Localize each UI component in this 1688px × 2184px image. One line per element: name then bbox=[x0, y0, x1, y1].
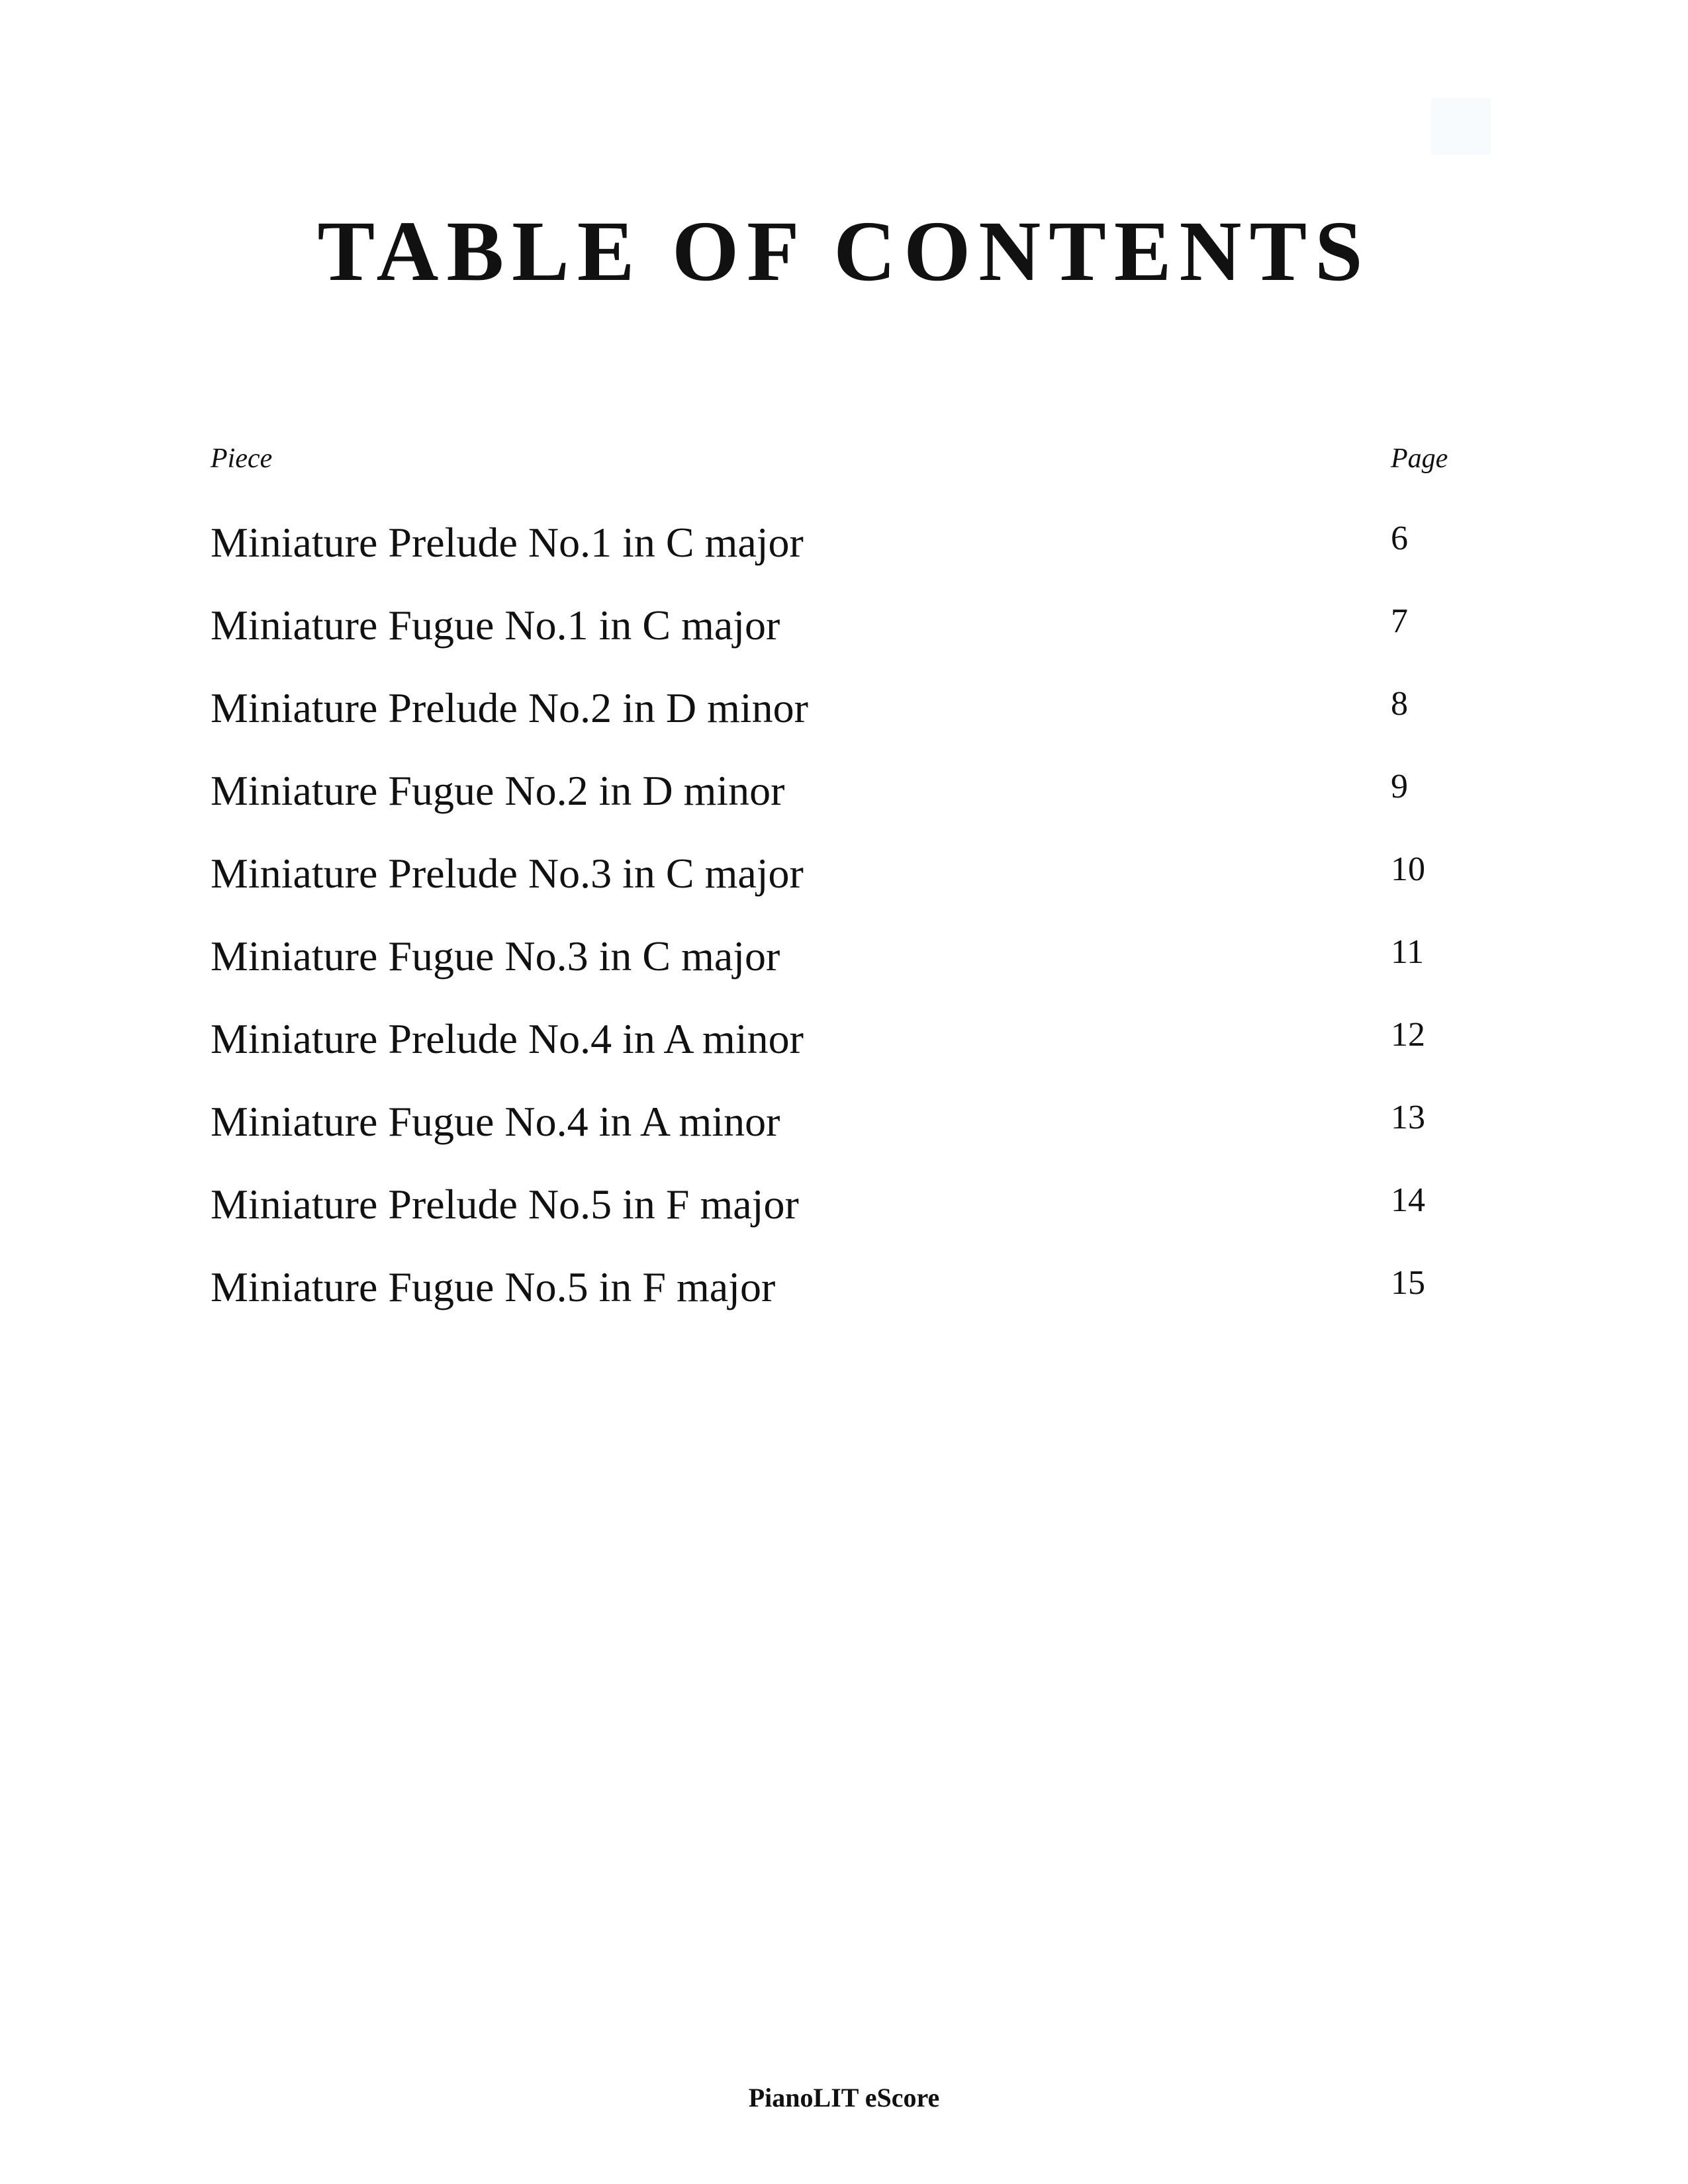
toc-entry[interactable] bbox=[211, 933, 1481, 1016]
toc-entry-page: 12 bbox=[1391, 1016, 1425, 1054]
toc-entry-piece: Miniature Prelude No.2 in D minor bbox=[211, 684, 808, 731]
toc-entry-piece: Miniature Prelude No.3 in C major bbox=[211, 850, 804, 897]
toc-entry-page: 11 bbox=[1391, 933, 1425, 971]
toc-entry-page: 10 bbox=[1391, 850, 1425, 888]
toc-entry-piece: Miniature Prelude No.5 in F major bbox=[211, 1181, 799, 1228]
page-column-header: Page bbox=[1391, 443, 1448, 474]
toc-entry-page: 9 bbox=[1391, 768, 1408, 805]
toc-entry[interactable] bbox=[211, 1016, 1481, 1099]
page-title: TABLE OF CONTENTS bbox=[317, 204, 1371, 299]
toc-entry[interactable] bbox=[211, 602, 1481, 685]
toc-entry-page: 7 bbox=[1391, 602, 1408, 640]
footer-text: PianoLIT eScore bbox=[748, 2083, 940, 2113]
toc-entry[interactable] bbox=[211, 1264, 1481, 1347]
toc-entry[interactable] bbox=[211, 520, 1481, 602]
toc-entry-piece: Miniature Fugue No.5 in F major bbox=[211, 1263, 776, 1310]
toc-entry[interactable] bbox=[211, 1181, 1481, 1264]
toc-entry-page: 14 bbox=[1391, 1181, 1425, 1219]
toc-list bbox=[211, 520, 1481, 1347]
toc-entry-page: 8 bbox=[1391, 685, 1408, 723]
toc-entry[interactable] bbox=[211, 850, 1481, 933]
toc-entry-piece: Miniature Prelude No.4 in A minor bbox=[211, 1015, 804, 1062]
toc-entry-piece: Miniature Fugue No.4 in A minor bbox=[211, 1098, 780, 1145]
toc-entry[interactable] bbox=[211, 685, 1481, 768]
corner-mark bbox=[1431, 98, 1491, 155]
toc-entry-page: 15 bbox=[1391, 1264, 1425, 1302]
toc-entry-piece: Miniature Fugue No.3 in C major bbox=[211, 933, 780, 979]
toc-entry-piece: Miniature Fugue No.2 in D minor bbox=[211, 767, 785, 814]
toc-entry-page: 13 bbox=[1391, 1099, 1425, 1136]
toc-entry-piece: Miniature Fugue No.1 in C major bbox=[211, 602, 780, 649]
toc-entry-piece: Miniature Prelude No.1 in C major bbox=[211, 519, 804, 566]
toc-entry[interactable] bbox=[211, 1099, 1481, 1181]
toc-entry-page: 6 bbox=[1391, 520, 1408, 557]
piece-column-header: Piece bbox=[211, 443, 273, 474]
toc-entry[interactable] bbox=[211, 768, 1481, 850]
